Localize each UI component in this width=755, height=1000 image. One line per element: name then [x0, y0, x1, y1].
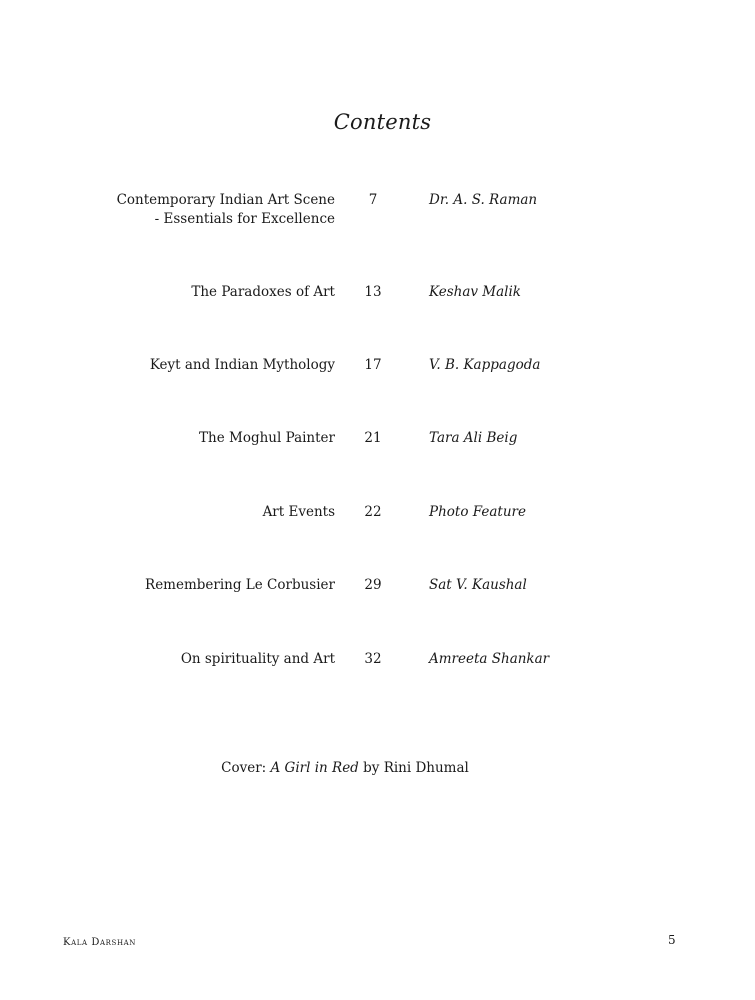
toc-entry-author: Tara Ali Beig	[429, 430, 518, 446]
toc-entry-author: Keshav Malik	[429, 284, 521, 300]
cover-work-title: A Girl in Red	[270, 760, 359, 776]
toc-entry-page: 21	[364, 430, 382, 446]
toc-entry-title-line: On spirituality and Art	[180, 651, 335, 667]
toc-entry-page: 22	[364, 504, 382, 520]
toc-entry-author: Amreeta Shankar	[429, 651, 550, 667]
cover-by: by	[358, 760, 384, 776]
toc-entry-title-line: Remembering Le Corbusier	[145, 577, 335, 593]
toc-entry-author: Dr. A. S. Raman	[429, 192, 538, 208]
page-title: Contents	[333, 110, 432, 134]
toc-entry-author: V. B. Kappagoda	[429, 357, 541, 373]
toc-entry-title	[75, 503, 335, 522]
toc-entry-page: 7	[368, 192, 378, 208]
toc-entry-title	[75, 576, 335, 595]
toc-entry-title	[75, 191, 335, 229]
cover-prefix: Cover:	[221, 760, 271, 776]
cover-artist: Rini Dhumal	[383, 760, 469, 776]
toc-entry-page: 13	[364, 284, 382, 300]
toc-entry-title-line: Contemporary Indian Art Scene	[116, 192, 335, 208]
toc-entry-title	[75, 283, 335, 302]
toc-entry-title-line: - Essentials for Excellence	[154, 211, 335, 227]
toc-entry-title-line: Keyt and Indian Mythology	[149, 357, 335, 373]
toc-entry-title	[75, 356, 335, 375]
toc-entry-title-line: Art Events	[262, 504, 335, 520]
page-number: 5	[668, 933, 676, 947]
toc-entry-title-line: The Paradoxes of Art	[191, 284, 335, 300]
toc-entry-title	[75, 650, 335, 669]
toc-entry-title-line: The Moghul Painter	[199, 430, 335, 446]
publication-name: Kala Darshan	[63, 937, 137, 948]
toc-entry-author: Photo Feature	[429, 504, 526, 520]
toc-entry-page: 17	[364, 357, 382, 373]
toc-entry-page: 32	[364, 651, 382, 667]
toc-entry-author: Sat V. Kaushal	[429, 577, 527, 593]
cover-credit	[0, 760, 690, 776]
toc-entry-page: 29	[364, 577, 382, 593]
toc-entry-title	[75, 429, 335, 448]
